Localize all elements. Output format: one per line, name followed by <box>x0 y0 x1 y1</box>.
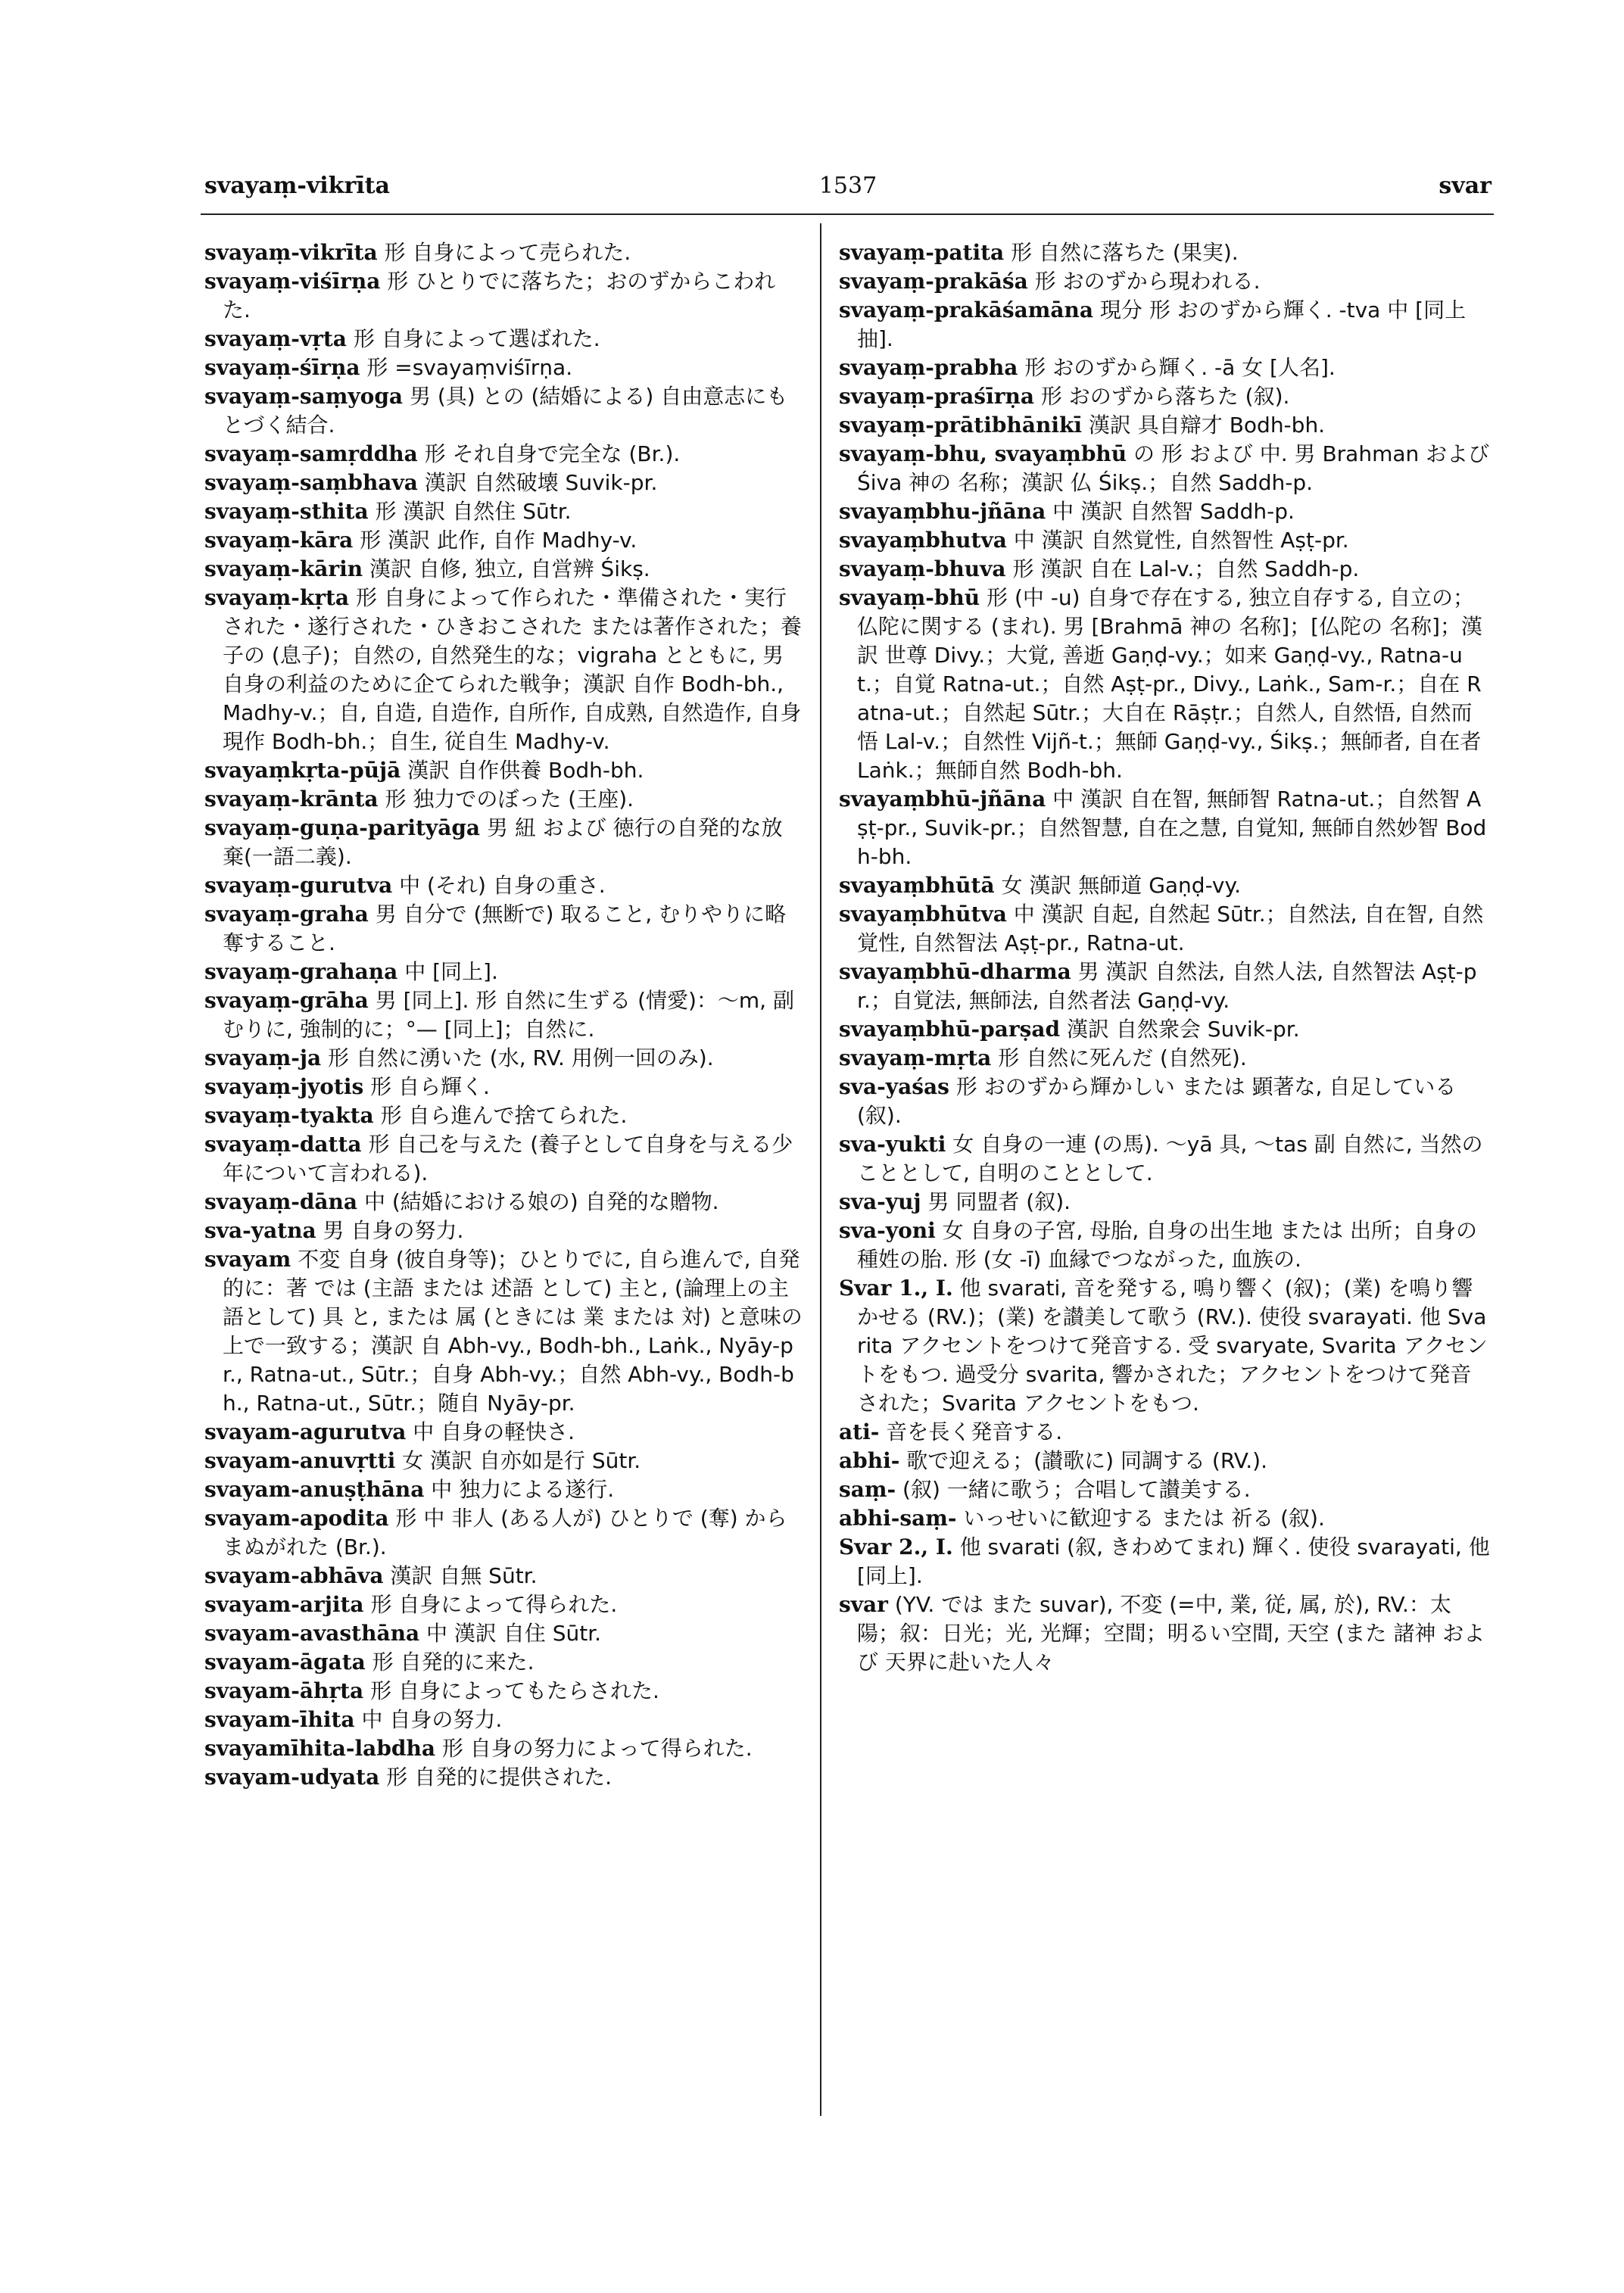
entry-headword: Svar 1., I. <box>839 1276 953 1301</box>
dictionary-entry <box>204 1475 803 1504</box>
entry-headword: svayaṃ-guṇa-parityāga <box>204 815 481 840</box>
page-number: 1537 <box>818 173 877 199</box>
dictionary-entry <box>839 1418 1492 1447</box>
dictionary-entry <box>204 325 803 354</box>
entry-headword: svayaṃbhūtva <box>839 902 1007 927</box>
column-divider <box>820 223 821 2116</box>
dictionary-entry <box>204 958 803 986</box>
entry-definition: 形 自ら進んで捨てられた. <box>373 1103 628 1128</box>
entry-definition: 形 独力でのぼった (王座). <box>378 787 634 812</box>
dictionary-entry <box>204 526 803 555</box>
entry-definition: 形 漢訳 此作, 自作 Madhy-v. <box>353 528 637 553</box>
entry-headword: sva-yatna <box>204 1218 316 1243</box>
entry-headword: svayam-agurutva <box>204 1419 407 1444</box>
dictionary-entry <box>204 267 803 325</box>
dictionary-entry <box>839 584 1492 785</box>
entry-headword: sva-yukti <box>839 1132 946 1157</box>
entry-definition: 男 (具) との (結婚による) 自由意志にもとづく結合. <box>223 384 788 438</box>
entry-definition: 男 自分で (無断で) 取ること, むりやりに略奪すること. <box>223 902 787 955</box>
entry-headword: svayaṃ-praśīrṇa <box>839 384 1034 409</box>
entry-definition: 中 [同上]. <box>397 959 498 984</box>
entry-definition: 漢訳 自然破壊 Suvik-pr. <box>417 470 658 495</box>
entry-headword: svayaṃ-kārin <box>204 556 363 581</box>
dictionary-entry <box>204 354 803 382</box>
dictionary-entry <box>839 1130 1492 1188</box>
entry-headword: svayam-abhāva <box>204 1563 384 1588</box>
entry-definition: 女 自身の一連 (の馬). ～yā 具, ～tas 副 自然に, 当然のこととして, 自明のこととして. <box>857 1132 1483 1185</box>
entry-headword: svayaṃ-bhuva <box>839 556 1006 581</box>
entry-definition: 漢訳 自然衆会 Suvik-pr. <box>1060 1017 1300 1042</box>
dictionary-entry <box>204 1590 803 1619</box>
left-column <box>204 238 803 1792</box>
dictionary-entry <box>839 1475 1492 1504</box>
entry-headword: svayaṃ-mṛta <box>839 1045 992 1070</box>
entry-definition: 漢訳 自修, 独立, 自営辨 Śikṣ. <box>363 556 650 581</box>
entry-definition: 形 おのずから輝かしい または 顕著な, 自足している (叙). <box>857 1074 1457 1128</box>
entry-headword: svayaṃ-dāna <box>204 1189 358 1214</box>
entry-definition: 形 漢訳 自在 Lal-v.；自然 Saddh-p. <box>1005 556 1360 581</box>
entry-headword: svayaṃ-grahaṇa <box>204 959 398 984</box>
entry-definition: 形 自ら輝く. <box>363 1074 490 1099</box>
entry-definition: 男 [同上]. 形 自然に生ずる (情愛)：～m, 副 むりに, 強制的に；°— [同上]；自然に. <box>223 988 794 1042</box>
dictionary-entry <box>839 555 1492 584</box>
dictionary-entry <box>204 584 803 756</box>
entry-headword: svayaṃ-saṃbhava <box>204 470 418 495</box>
entry-definition: 形 自身によって選ばれた. <box>346 326 600 351</box>
dictionary-entry <box>204 1130 803 1188</box>
entry-headword: svayaṃbhūtā <box>839 873 995 898</box>
dictionary-entry <box>204 1245 803 1418</box>
entry-definition: 中 自身の努力. <box>354 1707 503 1732</box>
entry-headword: svayaṃ-gurutva <box>204 873 393 898</box>
dictionary-entry <box>839 1533 1492 1590</box>
entry-definition: 形 ひとりでに落ちた；おのずからこわれた. <box>223 269 776 322</box>
entry-headword: svayaṃ-tyakta <box>204 1103 374 1128</box>
entry-definition: 中 漢訳 自然智 Saddh-p. <box>1046 499 1295 524</box>
entry-definition: の 形 および 中. 男 Brahman および Śiva 神の 名称；漢訳 仏 Śikṣ.；自然 Saddh-p. <box>857 441 1490 495</box>
dictionary-entry <box>204 1504 803 1562</box>
entry-definition: 形 おのずから現われる. <box>1027 269 1261 294</box>
dictionary-entry <box>839 267 1492 296</box>
entry-definition: 中 漢訳 自起, 自然起 Sūtr.；自然法, 自在智, 自然覚性, 自然智法 Aṣṭ-pr., Ratna-ut. <box>857 902 1484 955</box>
entry-definition: いっせいに歓迎する または 祈る (叙). <box>956 1506 1325 1531</box>
dictionary-entry <box>839 1015 1492 1044</box>
dictionary-entry <box>839 900 1492 958</box>
page-header <box>204 173 1492 210</box>
entry-headword: svayaṃ-jyotis <box>204 1074 364 1099</box>
dictionary-entry <box>204 1217 803 1245</box>
entry-headword: svayam-īhita <box>204 1707 355 1732</box>
dictionary-entry <box>204 900 803 958</box>
header-right-guide-word: svar <box>1439 173 1492 199</box>
entry-headword: svayamīhita-labdha <box>204 1736 435 1761</box>
dictionary-entry <box>839 440 1492 497</box>
entry-definition: 女 自身の子宮, 母胎, 自身の出生地 または 出所；自身の種姓の胎. 形 (女 -ī) 血縁でつながった, 血族の. <box>857 1218 1477 1272</box>
entry-definition: 中 (結婚における娘の) 自発的な贈物. <box>357 1189 719 1214</box>
entry-definition: 形 自発的に来た. <box>365 1650 535 1675</box>
entry-headword: svayam-avasthāna <box>204 1621 420 1646</box>
entry-definition: 形 自発的に提供された. <box>379 1765 612 1790</box>
dictionary-entry <box>204 1044 803 1073</box>
entry-definition: 形 自身によって得られた. <box>363 1592 618 1617</box>
dictionary-entry <box>839 497 1492 526</box>
dictionary-entry <box>839 1188 1492 1217</box>
header-rule <box>201 213 1494 215</box>
entry-headword: Svar 2., I. <box>839 1534 953 1559</box>
dictionary-entry <box>204 1677 803 1706</box>
entry-definition: 形 =svayaṃviśīrṇa. <box>360 355 573 380</box>
entry-definition: 他 svarati, 音を発する, 鳴り響く (叙)；(業) を鳴り響かせる (RV.)；(業) を讃美して歌う (RV.). 使役 svarayati. 他 Svarita アクセントをつけて発音する. 受 svaryate, Svarita アクセントをもつ. 過受分 svarita, 響かされた；アクセントをつけて発音された；Svarita アクセントをもつ. <box>857 1276 1488 1416</box>
entry-definition: 形 自然に湧いた (水, RV. 用例一回のみ). <box>321 1045 714 1070</box>
entry-headword: svayam-arjita <box>204 1592 364 1617</box>
entry-headword: svayam-āhṛta <box>204 1678 364 1703</box>
entry-headword: svayaṃ-kṛta <box>204 585 350 610</box>
entry-headword: svayaṃbhu-jñāna <box>839 499 1046 524</box>
dictionary-entry <box>839 526 1492 555</box>
entry-definition: 形 おのずから輝く. -ā 女 [人名]. <box>1018 355 1336 380</box>
entry-definition: 男 紐 および 徳行の自発的な放棄(一語二義). <box>223 815 783 869</box>
entry-headword: svayaṃ-krānta <box>204 787 379 812</box>
dictionary-entry <box>839 871 1492 900</box>
entry-definition: (叙) 一緒に歌う；合唱して讃美する. <box>896 1477 1251 1502</box>
entry-definition: 中 (それ) 自身の重さ. <box>392 873 606 898</box>
entry-headword: svayaṃ-samṛddha <box>204 441 418 466</box>
dictionary-entry <box>839 238 1492 267</box>
entry-definition: 形 中 非人 (ある人が) ひとりで (奪) からまぬがれた (Br.). <box>223 1506 787 1559</box>
entry-definition: 中 独力による遂行. <box>424 1477 615 1502</box>
entry-headword: saṃ- <box>839 1477 896 1502</box>
entry-definition: 音を長く発音する. <box>879 1419 1063 1444</box>
dictionary-entry <box>204 1734 803 1763</box>
dictionary-entry <box>204 814 803 871</box>
dictionary-entry <box>839 296 1492 354</box>
entry-definition: 形 漢訳 自然住 Sūtr. <box>368 499 572 524</box>
entry-headword: svayaṃ-saṃyoga <box>204 384 404 409</box>
entry-headword: sva-yaśas <box>839 1074 949 1099</box>
dictionary-entry <box>204 871 803 900</box>
entry-headword: svayam-anuvṛtti <box>204 1448 396 1473</box>
dictionary-entry <box>204 756 803 785</box>
entry-definition: 不変 自身 (彼自身等)；ひとりでに, 自ら進んで, 自発的に：著 では (主語 または 述語 として) 主と, (論理上の主語として) 具 と, または 属 (ときには 業 または 対) と意味の上で一致する；漢訳 自 Abh-vy., Bodh-bh., Laṅk., Nyāy-pr., Ratna-ut., Sūtr.；自身 Abh-vy.；自然 Abh-vy., Bodh-bh., Ratna-ut., Sūtr.；随自 Nyāy-pr. <box>223 1247 803 1416</box>
dictionary-entry <box>839 1073 1492 1130</box>
entry-headword: svayaṃ-grāha <box>204 988 369 1013</box>
header-left-guide-word: svayaṃ-vikrīta <box>204 173 390 199</box>
dictionary-entry <box>204 555 803 584</box>
dictionary-entry <box>204 1648 803 1677</box>
entry-headword: svayaṃ-kāra <box>204 528 354 553</box>
entry-headword: svayaṃbhū-parṣad <box>839 1017 1061 1042</box>
entry-definition: (YV. では また suvar), 不変 (=中, 業, 従, 属, 於), RV.：太陽；叙：日光；光, 光輝；空間；明るい空間, 天空 (また 諸神 および 天界に赴いた人々 <box>857 1592 1485 1675</box>
dictionary-entry <box>204 1101 803 1130</box>
entry-headword: svayam-apodita <box>204 1506 389 1531</box>
entry-headword: svayaṃ-vṛta <box>204 326 347 351</box>
entry-headword: svayaṃ-patita <box>839 240 1005 265</box>
entry-headword: svayaṃ-prakāśa <box>839 269 1028 294</box>
entry-headword: svayaṃ-ja <box>204 1045 322 1070</box>
dictionary-entry <box>839 1044 1492 1073</box>
dictionary-entry <box>839 1447 1492 1475</box>
entry-headword: svayam-anuṣṭhāna <box>204 1477 425 1502</box>
dictionary-entry <box>839 411 1492 440</box>
right-column <box>839 238 1492 1677</box>
dictionary-entry <box>204 1447 803 1475</box>
entry-definition: 中 漢訳 自住 Sūtr. <box>419 1621 602 1646</box>
dictionary-entry <box>204 1073 803 1101</box>
entry-headword: svayaṃbhū-dharma <box>839 959 1071 984</box>
entry-headword: svayaṃ-prakāśamāna <box>839 298 1094 322</box>
entry-headword: svayaṃ-prātibhānikī <box>839 413 1082 438</box>
entry-definition: 形 自身によってもたらされた. <box>363 1678 659 1703</box>
entry-headword: svayaṃbhutva <box>839 528 1007 553</box>
entry-definition: 中 自身の軽快さ. <box>406 1419 575 1444</box>
dictionary-entry <box>839 958 1492 1015</box>
entry-definition: 形 自然に落ちた (果実). <box>1004 240 1239 265</box>
dictionary-entry <box>204 238 803 267</box>
dictionary-entry <box>204 497 803 526</box>
entry-headword: sva-yoni <box>839 1218 936 1243</box>
entry-headword: svayaṃbhū-jñāna <box>839 787 1046 812</box>
entry-definition: 形 自己を与えた (養子として自身を与える少年について言われる). <box>223 1132 793 1185</box>
entry-headword: svayaṃ-datta <box>204 1132 362 1157</box>
entry-headword: abhi-saṃ- <box>839 1506 957 1531</box>
entry-definition: 形 自身によって売られた. <box>377 240 631 265</box>
entry-definition: 漢訳 自無 Sūtr. <box>383 1563 538 1588</box>
entry-definition: 現分 形 おのずから輝く. -tva 中 [同上 抽]. <box>857 298 1467 351</box>
entry-definition: 他 svarati (叙, きわめてまれ) 輝く. 使役 svarayati, 他 [同上]. <box>857 1534 1490 1588</box>
entry-headword: svayaṃ-graha <box>204 902 369 927</box>
dictionary-entry <box>839 785 1492 871</box>
dictionary-entry <box>839 1217 1492 1274</box>
dictionary-entry <box>839 1504 1492 1533</box>
entry-headword: svayaṃ-vikrīta <box>204 240 378 265</box>
entry-definition: 形 おのずから落ちた (叙). <box>1033 384 1290 409</box>
entry-definition: 形 自然に死んだ (自然死). <box>991 1045 1247 1070</box>
dictionary-entry <box>204 1619 803 1648</box>
dictionary-entry <box>204 1418 803 1447</box>
entry-headword: svayam-āgata <box>204 1650 366 1675</box>
dictionary-entry <box>204 986 803 1044</box>
dictionary-entry <box>204 440 803 469</box>
entry-headword: svayam <box>204 1247 291 1272</box>
entry-definition: 男 自身の努力. <box>316 1218 464 1243</box>
entry-definition: 女 漢訳 無師道 Gaṇḍ-vy. <box>994 873 1241 898</box>
entry-headword: svayaṃ-bhu, svayaṃbhū <box>839 441 1127 466</box>
entry-definition: 形 自身によって作られた・準備された・実行された・遂行された・ひきおこされた または著作された；養子の (息子)；自然の, 自然発生的な；vigraha とともに, 男 自身の利益のために企てられた戦争；漢訳 自作 Bodh-bh., Madhy-v.；自, 自造, 自造作, 自所作, 自成熟, 自然造作, 自身現作 Bodh-bh.；自生, 従自生 Madhy-v. <box>223 585 802 754</box>
dictionary-entry <box>204 1706 803 1734</box>
entry-definition: 女 漢訳 自亦如是行 Sūtr. <box>395 1448 641 1473</box>
dictionary-entry <box>839 354 1492 382</box>
dictionary-entry <box>839 1274 1492 1418</box>
entry-definition: 漢訳 自作供養 Bodh-bh. <box>401 758 644 783</box>
entry-headword: svar <box>839 1592 888 1617</box>
entry-headword: sva-yuj <box>839 1189 921 1214</box>
dictionary-entry <box>204 382 803 440</box>
entry-headword: svayaṃ-viśīrṇa <box>204 269 381 294</box>
entry-headword: svayaṃkṛta-pūjā <box>204 758 401 783</box>
entry-definition: 歌で迎える；(讃歌に) 同調する (RV.). <box>899 1448 1268 1473</box>
entry-definition: 形 (中 -u) 自身で存在する, 独立自存する, 自立の；仏陀に関する (まれ). 男 [Brahmā 神の 名称]；[仏陀の 名称]；漢訳 世尊 Divy.；大覚, 善逝 Gaṇḍ-vy.；如来 Gaṇḍ-vy., Ratna-ut.；自覚 Ratna-ut.；自然 Aṣṭ-pr., Divy., Laṅk., Sam-r.；自在 Ratna-ut.；自然起 Sūtr.；大自在 Rāṣṭr.；自然人, 自然悟, 自然而悟 Lal-v.；自然性 Vijñ-t.；無師 Gaṇḍ-vy., Śikṣ.；無師者, 自在者 Laṅk.；無師自然 Bodh-bh. <box>857 585 1482 783</box>
dictionary-entry <box>204 1562 803 1590</box>
entry-headword: svayaṃ-śīrṇa <box>204 355 360 380</box>
entry-headword: svayaṃ-sthita <box>204 499 369 524</box>
dictionary-entry <box>204 785 803 814</box>
dictionary-entry <box>839 382 1492 411</box>
dictionary-entry <box>204 1188 803 1217</box>
entry-definition: 中 漢訳 自然覚性, 自然智性 Aṣṭ-pr. <box>1006 528 1349 553</box>
entry-definition: 中 漢訳 自在智, 無師智 Ratna-ut.；自然智 Aṣṭ-pr., Suvik-pr.；自然智慧, 自在之慧, 自覚知, 無師自然妙智 Bodh-bh. <box>857 787 1487 869</box>
entry-headword: ati- <box>839 1419 880 1444</box>
entry-headword: abhi- <box>839 1448 900 1473</box>
entry-definition: 形 自身の努力によって得られた. <box>435 1736 753 1761</box>
entry-definition: 形 それ自身で完全な (Br.). <box>417 441 681 466</box>
entry-definition: 男 漢訳 自然法, 自然人法, 自然智法 Aṣṭ-pr.；自覚法, 無師法, 自然者法 Gaṇḍ-vy. <box>857 959 1477 1013</box>
dictionary-entry <box>204 469 803 497</box>
dictionary-entry <box>204 1763 803 1792</box>
dictionary-entry <box>839 1590 1492 1677</box>
entry-definition: 漢訳 具自辯才 Bodh-bh. <box>1082 413 1326 438</box>
entry-headword: svayaṃ-prabha <box>839 355 1018 380</box>
entry-headword: svayam-udyata <box>204 1765 380 1790</box>
entry-definition: 男 同盟者 (叙). <box>921 1189 1071 1214</box>
entry-headword: svayaṃ-bhū <box>839 585 980 610</box>
